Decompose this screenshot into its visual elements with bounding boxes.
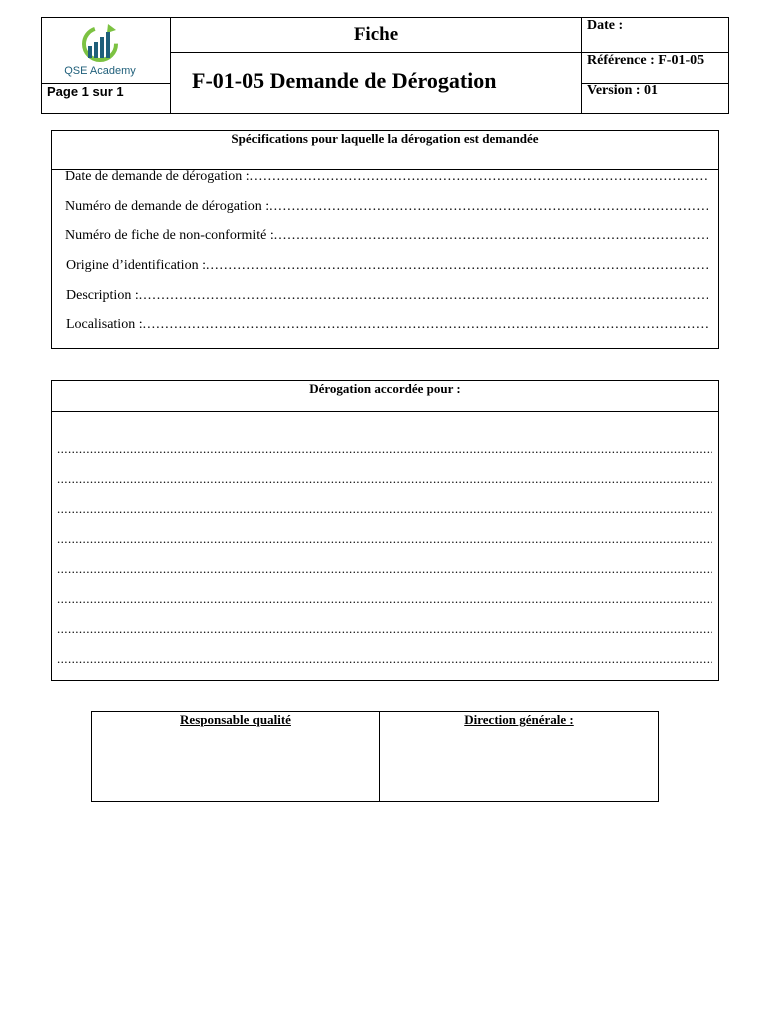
- field-numero-demande[interactable]: [65, 199, 708, 215]
- derogation-section: [51, 380, 719, 681]
- signature-table: [91, 711, 659, 802]
- derogation-line[interactable]: [57, 621, 712, 635]
- document-title: F-01-05 Demande de Dérogation: [192, 68, 497, 93]
- field-label: Date de demande de dérogation :: [65, 169, 250, 184]
- page-number: Page 1 sur 1: [47, 84, 124, 99]
- field-date-demande[interactable]: [65, 169, 708, 185]
- signature-direction-generale: Direction générale :: [464, 712, 574, 727]
- document-type: Fiche: [353, 24, 399, 45]
- qse-academy-logo: [50, 22, 160, 84]
- field-label: Origine d’identification :: [66, 258, 206, 273]
- derogation-line[interactable]: [57, 651, 712, 665]
- derogation-line[interactable]: [57, 501, 712, 515]
- derogation-line[interactable]: [57, 441, 712, 455]
- field-numero-fiche-nc[interactable]: [65, 228, 708, 244]
- field-label: Description :: [66, 288, 139, 303]
- signature-responsable-qualite: Responsable qualité: [180, 712, 291, 727]
- field-localisation[interactable]: [66, 317, 708, 333]
- specifications-heading: Spécifications pour laquelle la dérogation est demandée: [52, 131, 718, 170]
- derogation-line[interactable]: [57, 561, 712, 575]
- field-label: Numéro de demande de dérogation :: [65, 199, 270, 214]
- field-description[interactable]: [66, 288, 708, 304]
- svg-text:QSE Academy: QSE Academy: [64, 65, 136, 77]
- version-label: Version : 01: [587, 83, 659, 98]
- field-origine[interactable]: [66, 258, 708, 274]
- field-label: Localisation :: [66, 317, 143, 332]
- derogation-line[interactable]: [57, 471, 712, 485]
- reference-label: Référence : F-01-05: [587, 53, 705, 68]
- derogation-line[interactable]: [57, 531, 712, 545]
- date-label: Date :: [587, 18, 624, 33]
- derogation-line[interactable]: [57, 591, 712, 605]
- specifications-section: [51, 130, 719, 349]
- field-label: Numéro de fiche de non-conformité :: [65, 228, 274, 243]
- document-header: [41, 17, 729, 114]
- derogation-heading: Dérogation accordée pour :: [52, 381, 718, 412]
